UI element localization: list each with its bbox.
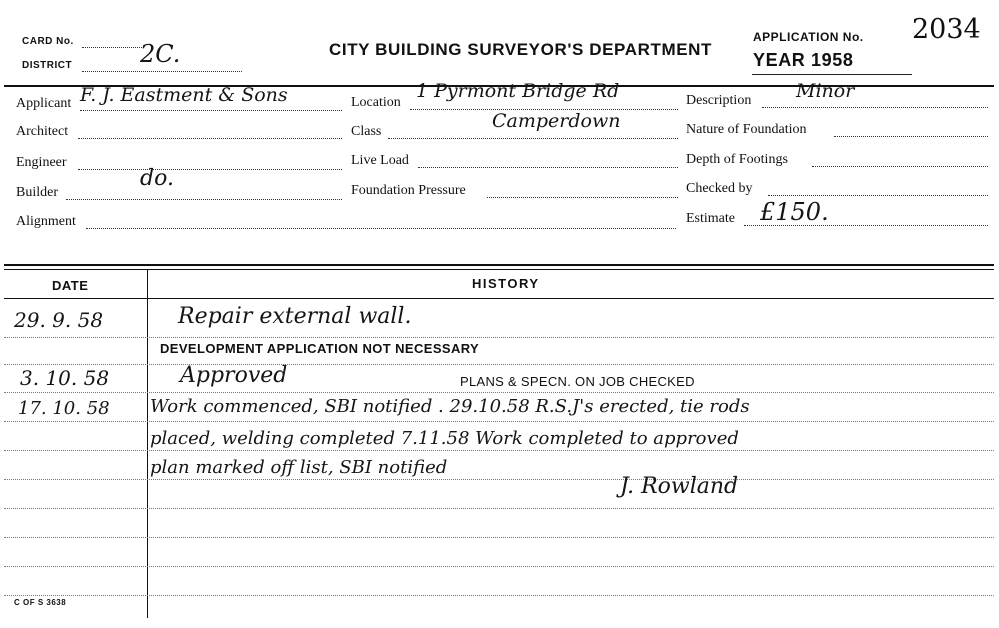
nature-of-foundation-line — [834, 136, 988, 137]
location-label: Location — [351, 95, 401, 110]
estimate-label: Estimate — [686, 211, 735, 226]
card-no-label: CARD No. — [22, 36, 74, 47]
depth-of-footings-line — [812, 166, 988, 167]
applicant-label: Applicant — [16, 96, 72, 111]
applicant-line — [80, 110, 342, 111]
date-column-header: DATE — [52, 278, 89, 293]
history-date: 3. 10. 58 — [20, 366, 110, 390]
live-load-label: Live Load — [351, 153, 409, 168]
foundation-pressure-label: Foundation Pressure — [351, 183, 466, 198]
live-load-line — [418, 167, 678, 168]
architect-line — [78, 138, 342, 139]
foundation-pressure-line — [487, 197, 678, 198]
checked-by-label: Checked by — [686, 181, 753, 196]
history-date: 17. 10. 58 — [18, 398, 110, 419]
history-text: Work commenced, SBI notified . 29.10.58 R.S.J's erected, tie rods — [150, 396, 750, 417]
description-label: Description — [686, 93, 752, 108]
form-code: C OF S 3638 — [14, 598, 67, 607]
district-value: 2C. — [140, 40, 181, 68]
location-value: 1 Pyrmont Bridge Rd — [416, 80, 620, 102]
application-label: APPLICATION No. — [753, 30, 864, 44]
plans-checked-stamp: PLANS & SPECN. ON JOB CHECKED — [460, 374, 695, 389]
estimate-value: £150. — [760, 198, 829, 226]
signature: J. Rowland — [620, 474, 739, 499]
engineer-label: Engineer — [16, 155, 67, 170]
history-text: Repair external wall. — [178, 304, 412, 329]
application-number: 2034 — [912, 14, 981, 45]
location-value-2: Camperdown — [492, 110, 621, 132]
development-stamp: DEVELOPMENT APPLICATION NOT NECESSARY — [160, 341, 480, 356]
builder-label: Builder — [16, 185, 58, 200]
history-separator-bottom — [4, 269, 994, 270]
history-text: plan marked off list, SBI notified — [150, 457, 448, 478]
department-title: CITY BUILDING SURVEYOR'S DEPARTMENT — [329, 40, 713, 59]
history-separator-top — [4, 264, 994, 266]
engineer-value: do. — [140, 166, 174, 191]
nature-of-foundation-label: Nature of Foundation — [686, 122, 807, 137]
applicant-value: F. J. Eastment & Sons — [80, 84, 288, 106]
district-line — [82, 71, 242, 72]
history-column-header: HISTORY — [472, 276, 540, 291]
builder-line — [66, 199, 342, 200]
year-label: YEAR 1958 — [753, 50, 854, 70]
class-label: Class — [351, 124, 382, 139]
description-line — [762, 107, 988, 108]
class-line — [388, 138, 678, 139]
engineer-line — [78, 169, 342, 170]
description-value: Minor — [796, 80, 855, 102]
history-text: placed, welding completed 7.11.58 Work completed to approved — [150, 428, 739, 449]
history-date: 29. 9. 58 — [14, 308, 104, 332]
alignment-label: Alignment — [16, 214, 76, 229]
alignment-line — [86, 228, 676, 229]
year-underline — [752, 74, 912, 75]
history-header-rule — [4, 298, 994, 299]
architect-label: Architect — [16, 124, 69, 139]
history-text: Approved — [180, 363, 288, 388]
card-no-line — [82, 47, 142, 48]
depth-of-footings-label: Depth of Footings — [686, 152, 788, 167]
district-label: DISTRICT — [22, 60, 73, 71]
checked-by-line — [768, 195, 988, 196]
